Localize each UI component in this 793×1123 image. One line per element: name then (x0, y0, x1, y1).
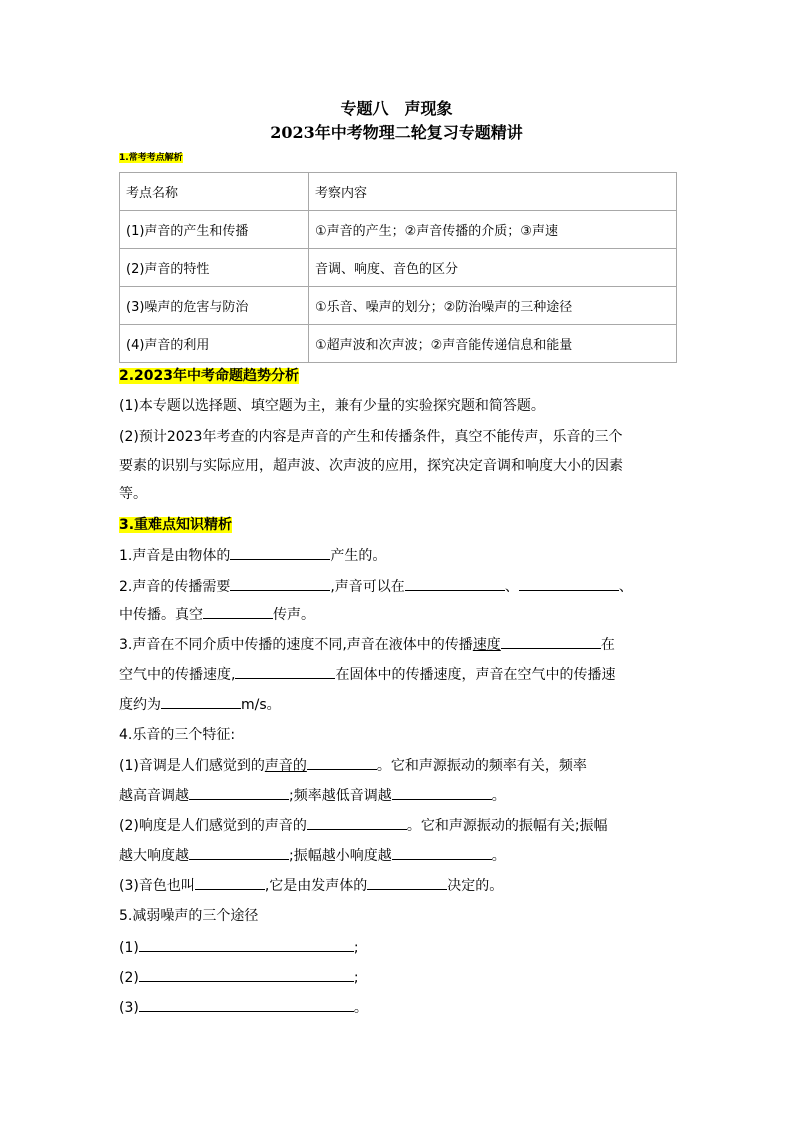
table-row (120, 249, 677, 287)
question-3-line1 (119, 634, 615, 655)
doc-subtitle: 2023年中考物理二轮复习专题精讲 (270, 123, 523, 142)
table-row (120, 325, 677, 363)
section3-heading-text: 3.重难点知识精析 (119, 517, 233, 533)
question-text: (2) (119, 970, 139, 986)
table-cell: (3)噪声的危害与防治 (120, 287, 309, 325)
answer-blank[interactable] (405, 576, 505, 591)
table-cell: 音调、响度、音色的区分 (309, 249, 677, 287)
question-text: 在 (600, 637, 615, 653)
question-text: ;振幅越小响度越 (289, 848, 392, 864)
question-text: 。它和声源振动的振幅有关;振幅 (406, 818, 608, 834)
section2-paragraph-2-line3: 等。 (119, 486, 147, 502)
question-text: 、 (618, 579, 633, 595)
question-text: 决定的。 (447, 878, 504, 894)
answer-blank[interactable] (307, 815, 407, 830)
question-text: 传声。 (273, 607, 315, 623)
question-text: 。 (353, 1000, 368, 1016)
answer-blank[interactable] (230, 545, 330, 560)
answer-blank[interactable] (139, 997, 354, 1012)
answer-blank[interactable] (189, 845, 289, 860)
table-cell: ①超声波和次声波；②声音能传递信息和能量 (309, 325, 677, 363)
question-text: 空气中的传播速度, (119, 667, 236, 683)
section1-heading (119, 150, 183, 163)
answer-blank[interactable] (230, 576, 330, 591)
question-text: 1.声音是由物体的 (119, 548, 231, 564)
question-text: 产生的。 (330, 548, 387, 564)
answer-blank[interactable] (189, 785, 289, 800)
question-4: 4.乐音的三个特征: (119, 727, 236, 743)
answer-blank[interactable] (139, 967, 354, 982)
question-text: ;频率越低音调越 (289, 788, 392, 804)
table-row (120, 287, 677, 325)
question-text: ; (353, 970, 359, 986)
question-5: 5.减弱噪声的三个途径 (119, 908, 259, 924)
question-text: 速度 (472, 637, 501, 653)
topic-table (119, 172, 677, 363)
question-text: 。它和声源振动的频率有关，频率 (376, 758, 587, 774)
question-text: m/s。 (241, 697, 281, 713)
question-text: (3)音色也叫 (119, 878, 195, 894)
question-2-line2 (119, 604, 315, 625)
table-cell: (2)声音的特性 (120, 249, 309, 287)
question-text: (1) (119, 940, 139, 956)
answer-blank[interactable] (139, 937, 354, 952)
answer-blank[interactable] (501, 634, 601, 649)
section2-paragraph-2-line1: (2)预计2023年考查的内容是声音的产生和传播条件，真空不能传声，乐音的三个 (119, 429, 623, 445)
doc-title: 专题八 声现象 (340, 99, 453, 118)
question-text: 3.声音在不同介质中传播的速度不同,声音在液体中的传播 (119, 637, 473, 653)
question-text: 、 (504, 579, 519, 595)
question-text: 。 (491, 848, 506, 864)
question-text: 中传播。真空 (119, 607, 203, 623)
question-3-line3 (119, 694, 281, 715)
section2-paragraph-2-line2: 要素的识别与实际应用，超声波、次声波的应用，探究决定音调和响度大小的因素 (119, 458, 623, 474)
table-header-cell: 考察内容 (309, 173, 677, 211)
question-4-2-line2 (119, 845, 506, 866)
section2-heading (119, 366, 299, 386)
table-cell: (1)声音的产生和传播 (120, 211, 309, 249)
answer-blank[interactable] (392, 845, 492, 860)
question-text: (3) (119, 1000, 139, 1016)
answer-blank[interactable] (195, 875, 265, 890)
question-5-2 (119, 967, 359, 988)
question-text: ; (353, 940, 359, 956)
question-5-3 (119, 997, 368, 1018)
question-5-1 (119, 937, 359, 958)
table-cell: ①声音的产生；②声音传播的介质；③声速 (309, 211, 677, 249)
table-header-cell: 考点名称 (120, 173, 309, 211)
table-cell: (4)声音的利用 (120, 325, 309, 363)
table-header-row (120, 173, 677, 211)
question-2-line1 (119, 576, 633, 597)
question-text: 2.声音的传播需要 (119, 579, 231, 595)
table-cell: ①乐音、噪声的划分；②防治噪声的三种途径 (309, 287, 677, 325)
question-3-line2 (119, 664, 615, 685)
section1-heading-text: 1.常考考点解析 (119, 153, 183, 163)
answer-blank[interactable] (307, 755, 377, 770)
answer-blank[interactable] (367, 875, 447, 890)
question-text: 越高音调越 (119, 788, 189, 804)
question-1 (119, 545, 386, 566)
answer-blank[interactable] (392, 785, 492, 800)
question-text: ,声音可以在 (330, 579, 405, 595)
section2-heading-text: 2.2023年中考命题趋势分析 (119, 368, 300, 384)
question-text: 越大响度越 (119, 848, 189, 864)
answer-blank[interactable] (519, 576, 619, 591)
question-text: (1)音调是人们感觉到的 (119, 758, 265, 774)
question-text: ,它是由发声体的 (264, 878, 368, 894)
question-text: 。 (491, 788, 506, 804)
table-row (120, 211, 677, 249)
section3-heading (119, 515, 232, 535)
answer-blank[interactable] (235, 664, 335, 679)
answer-blank[interactable] (161, 694, 241, 709)
question-4-2-line1 (119, 815, 608, 836)
question-4-1-line1 (119, 755, 587, 776)
question-text: 声音的 (264, 758, 307, 774)
question-4-1-line2 (119, 785, 506, 806)
question-text: 在固体中的传播速度，声音在空气中的传播速 (335, 667, 616, 683)
section2-paragraph-1: (1)本专题以选择题、填空题为主，兼有少量的实验探究题和简答题。 (119, 398, 545, 414)
question-text: 度约为 (119, 697, 161, 713)
question-4-3 (119, 875, 503, 896)
question-text: (2)响度是人们感觉到的声音的 (119, 818, 307, 834)
answer-blank[interactable] (203, 604, 273, 619)
